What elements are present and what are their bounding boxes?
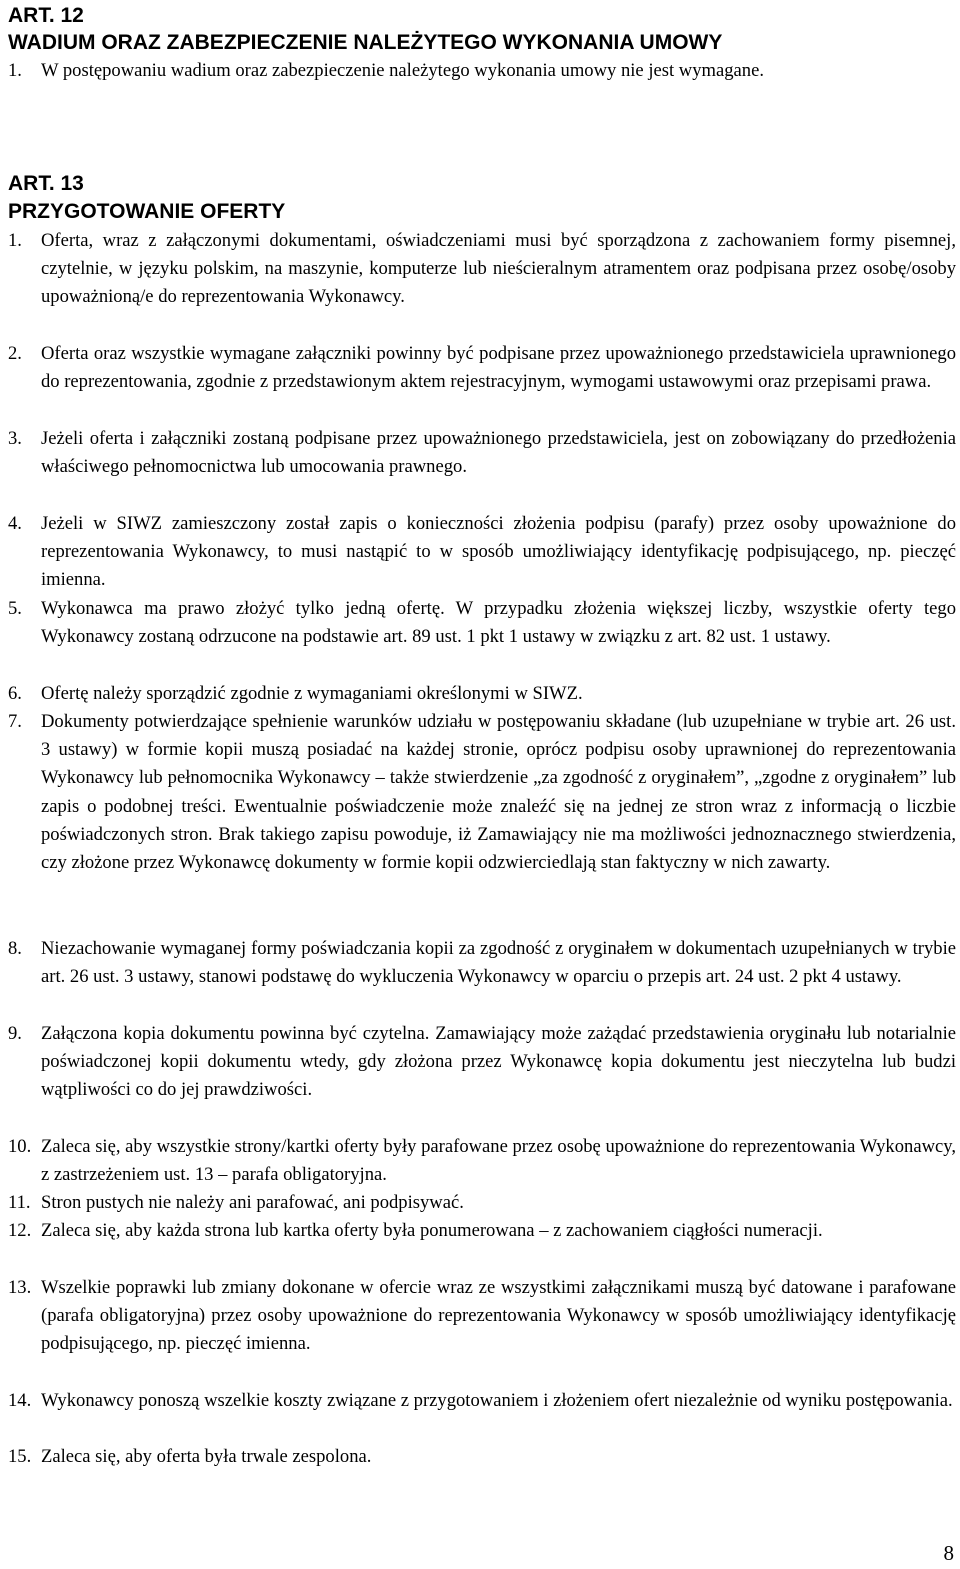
art13-item-13 bbox=[8, 1274, 956, 1359]
art13-item-11 bbox=[8, 1189, 956, 1217]
art13-item-1 bbox=[8, 227, 956, 312]
item-text: Zaleca się, aby każda strona lub kartka oferty była ponumerowana – z zachowaniem ciągłości numeracji. bbox=[41, 1220, 823, 1241]
item-number: 9. bbox=[8, 1023, 22, 1044]
item-text: Wykonawcy ponoszą wszelkie koszty związane z przygotowaniem i złożeniem ofert niezależnie od wyniku postępowania. bbox=[41, 1390, 953, 1411]
item-number: 7. bbox=[8, 711, 22, 732]
item-number: 15. bbox=[8, 1446, 32, 1467]
article-13-number: ART. 13 bbox=[8, 172, 84, 195]
article-12-number: ART. 12 bbox=[8, 4, 84, 27]
item-number: 4. bbox=[8, 513, 22, 534]
item-number: 14. bbox=[8, 1390, 32, 1411]
item-text: Załączona kopia dokumentu powinna być czytelna. Zamawiający może zażądać przedstawienia oryginału lub notarialnie poświadczonej kopii dokumentu wtedy, gdy złożona przez Wykonawcę kopia dokumentu jest nieczytelna lub budzi wątpliwości co do jej prawdziwości. bbox=[41, 1023, 956, 1101]
item-text: Zaleca się, aby wszystkie strony/kartki oferty były parafowane przez osobę upoważnione do reprezentowania Wykonawcy, z zastrzeżeniem ust. 13 – parafa obligatoryjna. bbox=[41, 1136, 956, 1186]
art13-item-10 bbox=[8, 1133, 956, 1189]
art13-item-14 bbox=[8, 1387, 956, 1415]
item-number: 3. bbox=[8, 428, 22, 449]
item-text: Jeżeli w SIWZ zamieszczony został zapis o konieczności złożenia podpisu (parafy) przez osoby upoważnione do reprezentowania Wykonawcy, to musi nastąpić to w sposób umożliwiający identyfikację podpisującego, np. pieczęć imienna. bbox=[41, 513, 956, 591]
art13-item-6 bbox=[8, 680, 956, 708]
art13-item-12 bbox=[8, 1217, 956, 1245]
item-number: 13. bbox=[8, 1277, 32, 1298]
item-text: Jeżeli oferta i załączniki zostaną podpisane przez upoważnionego przedstawiciela, jest on zobowiązany do przedłożenia właściwego pełnomocnictwa lub umocowania prawnego. bbox=[41, 428, 956, 478]
art13-item-4 bbox=[8, 510, 956, 595]
item-text: Wszelkie poprawki lub zmiany dokonane w ofercie wraz ze wszystkimi załącznikami muszą być datowane i parafowane (parafa obligatoryjna) przez osoby upoważnione do reprezentowania Wykonawcy w sposób umożliwiający identyfikację podpisującego, np. pieczęć imienna. bbox=[41, 1277, 956, 1355]
item-text: Wykonawca ma prawo złożyć tylko jedną ofertę. W przypadku złożenia większej liczby, wszystkie oferty tego Wykonawcy zostaną odrzucone na podstawie art. 89 ust. 1 pkt 1 ustawy w związku z art. 82 ust. 1 ustawy. bbox=[41, 598, 956, 648]
item-text: Zaleca się, aby oferta była trwale zespolona. bbox=[41, 1446, 372, 1467]
item-number: 8. bbox=[8, 938, 22, 959]
article-12-title: WADIUM ORAZ ZABEZPIECZENIE NALEŻYTEGO WYKONANIA UMOWY bbox=[8, 31, 723, 54]
art13-item-9 bbox=[8, 1020, 956, 1105]
art12-item-1 bbox=[8, 57, 956, 85]
art13-item-15 bbox=[8, 1443, 956, 1471]
item-number: 1. bbox=[8, 230, 22, 251]
item-number: 12. bbox=[8, 1220, 32, 1241]
item-text: Oferta oraz wszystkie wymagane załączniki powinny być podpisane przez upoważnionego przedstawiciela uprawnionego do reprezentowania, zgodnie z przedstawionym aktem rejestracyjnym, wymogami ustawowymi oraz przepisami prawa. bbox=[41, 343, 956, 393]
art13-item-3 bbox=[8, 425, 956, 481]
item-number: 6. bbox=[8, 683, 22, 704]
art13-item-7 bbox=[8, 708, 956, 877]
item-text: W postępowaniu wadium oraz zabezpieczenie należytego wykonania umowy nie jest wymagane. bbox=[41, 60, 764, 81]
art13-item-5 bbox=[8, 595, 956, 651]
item-number: 1. bbox=[8, 60, 22, 81]
art13-item-8 bbox=[8, 935, 956, 991]
article-13-title: PRZYGOTOWANIE OFERTY bbox=[8, 200, 286, 223]
item-text: Niezachowanie wymaganej formy poświadczania kopii za zgodność z oryginałem w dokumentach uzupełnianych w trybie art. 26 ust. 3 ustawy, stanowi podstawę do wykluczenia Wykonawcy w oparciu o przepis art. 24 ust. 2 pkt 4 ustawy. bbox=[41, 938, 956, 988]
item-text: Dokumenty potwierdzające spełnienie warunków udziału w postępowaniu składane (lub uzupełniane w trybie art. 26 ust. 3 ustawy) w formie kopii muszą posiadać na każdej stronie, oprócz podpisu osoby uprawnionej do reprezentowania Wykonawcy lub pełnomocnika Wykonawcy – także stwierdzenie „za zgodność z oryginałem”, „zgodne z oryginałem” lub zapis o podobnej treści. Ewentualnie poświadczenie może znaleźć się na jednej ze stron wraz z informacją o liczbie poświadczonych stron. Brak takiego zapisu powoduje, iż Zamawiający nie ma możliwości jednoznacznego stwierdzenia, czy złożone przez Wykonawcę dokumenty w formie kopii odzwierciedlają stan faktyczny w nich zawarty. bbox=[41, 711, 956, 874]
item-number: 5. bbox=[8, 598, 22, 619]
item-text: Ofertę należy sporządzić zgodnie z wymaganiami określonymi w SIWZ. bbox=[41, 683, 583, 704]
page-number: 8 bbox=[943, 1541, 954, 1565]
item-text: Oferta, wraz z załączonymi dokumentami, oświadczeniami musi być sporządzona z zachowaniem formy pisemnej, czytelnie, w języku polskim, na maszynie, komputerze lub nieścieralnym atramentem oraz podpisana przez osobę/osoby upoważnioną/e do reprezentowania Wykonawcy. bbox=[41, 230, 956, 308]
item-number: 2. bbox=[8, 343, 22, 364]
item-number: 10. bbox=[8, 1136, 32, 1157]
item-number: 11. bbox=[8, 1192, 31, 1213]
art13-item-2 bbox=[8, 340, 956, 396]
item-text: Stron pustych nie należy ani parafować, ani podpisywać. bbox=[41, 1192, 464, 1213]
